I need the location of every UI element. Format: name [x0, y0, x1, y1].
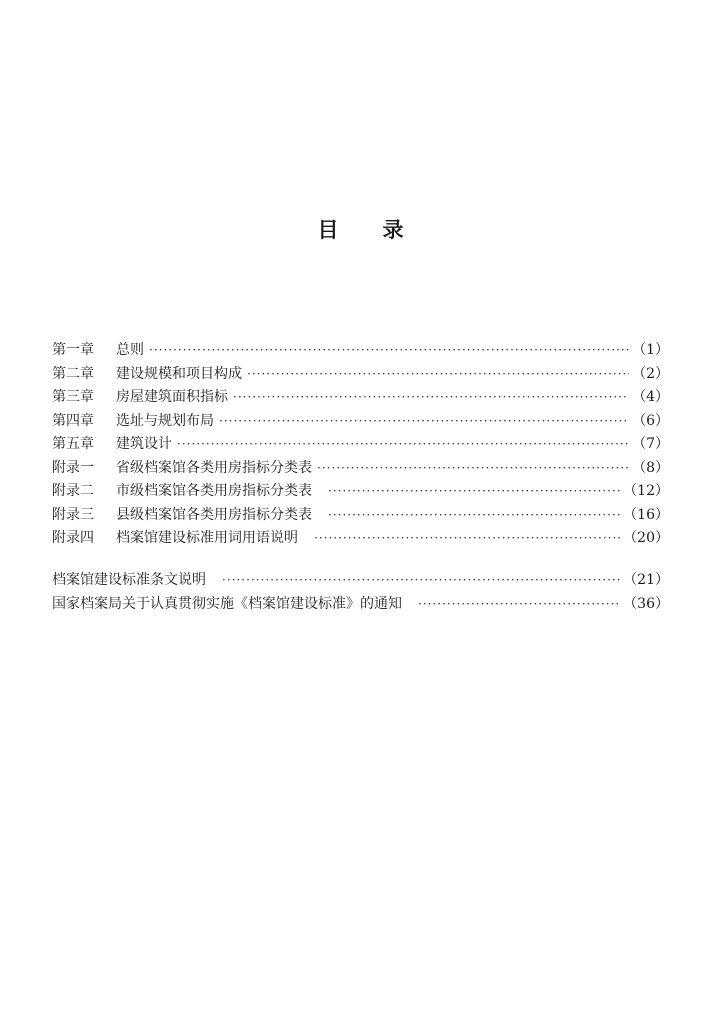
toc-entry-label: 第二章: [52, 365, 94, 382]
toc-entry-label: 附录四: [52, 530, 94, 546]
dot-leader: [328, 504, 620, 527]
toc-entry-title: 县级档案馆各类用房指标分类表: [116, 506, 312, 523]
toc-entry-title: 建筑设计: [116, 436, 172, 452]
toc-entry-title: 总则: [116, 342, 144, 358]
dot-leader: [149, 339, 629, 362]
toc-entry-title: 档案馆建设标准条文说明: [52, 572, 206, 588]
page-title: [0, 214, 721, 244]
toc-entry-appendix-1[interactable]: [52, 457, 669, 481]
toc-entry-title: 建设规模和项目构成: [116, 365, 242, 382]
toc-entry-label: 第一章: [52, 342, 94, 358]
toc-entry-page: （8）: [632, 459, 669, 476]
toc-entry-page: （12）: [623, 483, 669, 499]
toc-entry-title: 房屋建筑面积指标: [116, 389, 228, 405]
dot-leader: [233, 386, 629, 409]
page-title-part-1: 目: [317, 218, 339, 242]
toc-entry-page: （36）: [623, 595, 669, 612]
toc-entry-appendix-3[interactable]: [52, 504, 669, 528]
table-of-contents: [52, 339, 669, 551]
toc-entry-title: 省级档案馆各类用房指标分类表: [116, 459, 312, 476]
dot-leader: [177, 433, 629, 456]
toc-entry-page: （2）: [632, 365, 669, 382]
supplementary-contents: [52, 569, 669, 616]
toc-entry-page: （4）: [632, 389, 669, 405]
toc-entry-page: （1）: [632, 342, 669, 358]
dot-leader: [328, 480, 620, 503]
toc-entry-page: （21）: [623, 572, 669, 588]
toc-entry-title: 国家档案局关于认真贯彻实施《档案馆建设标准》的通知: [52, 595, 402, 612]
toc-entry-label: 附录三: [52, 506, 94, 523]
dot-leader: [222, 569, 620, 592]
toc-entry-label: 第三章: [52, 389, 94, 405]
toc-entry-label: 附录一: [52, 459, 94, 476]
toc-entry-label: 第五章: [52, 436, 94, 452]
toc-entry-chapter-4[interactable]: [52, 410, 669, 434]
toc-entry-chapter-2[interactable]: [52, 363, 669, 387]
dot-leader: [314, 527, 620, 550]
toc-entry-page: （7）: [632, 436, 669, 452]
toc-entry-title: 档案馆建设标准用词用语说明: [116, 530, 298, 546]
toc-entry-appendix-4[interactable]: [52, 527, 669, 551]
toc-entry-label: 第四章: [52, 412, 94, 429]
toc-entry-chapter-5[interactable]: [52, 433, 669, 457]
toc-entry-title: 选址与规划布局: [116, 412, 214, 429]
toc-entry-chapter-1[interactable]: [52, 339, 669, 363]
toc-entry-notice[interactable]: [52, 593, 669, 617]
toc-entry-page: （16）: [623, 506, 669, 523]
dot-leader: [317, 457, 629, 480]
toc-entry-title: 市级档案馆各类用房指标分类表: [116, 483, 312, 499]
dot-leader: [219, 410, 629, 433]
toc-entry-page: （20）: [623, 530, 669, 546]
toc-entry-chapter-3[interactable]: [52, 386, 669, 410]
dot-leader: [247, 363, 629, 386]
toc-entry-appendix-2[interactable]: [52, 480, 669, 504]
dot-leader: [418, 593, 620, 616]
toc-entry-label: 附录二: [52, 483, 94, 499]
toc-entry-page: （6）: [632, 412, 669, 429]
page-title-part-2: 录: [382, 218, 404, 242]
toc-entry-explanation[interactable]: [52, 569, 669, 593]
